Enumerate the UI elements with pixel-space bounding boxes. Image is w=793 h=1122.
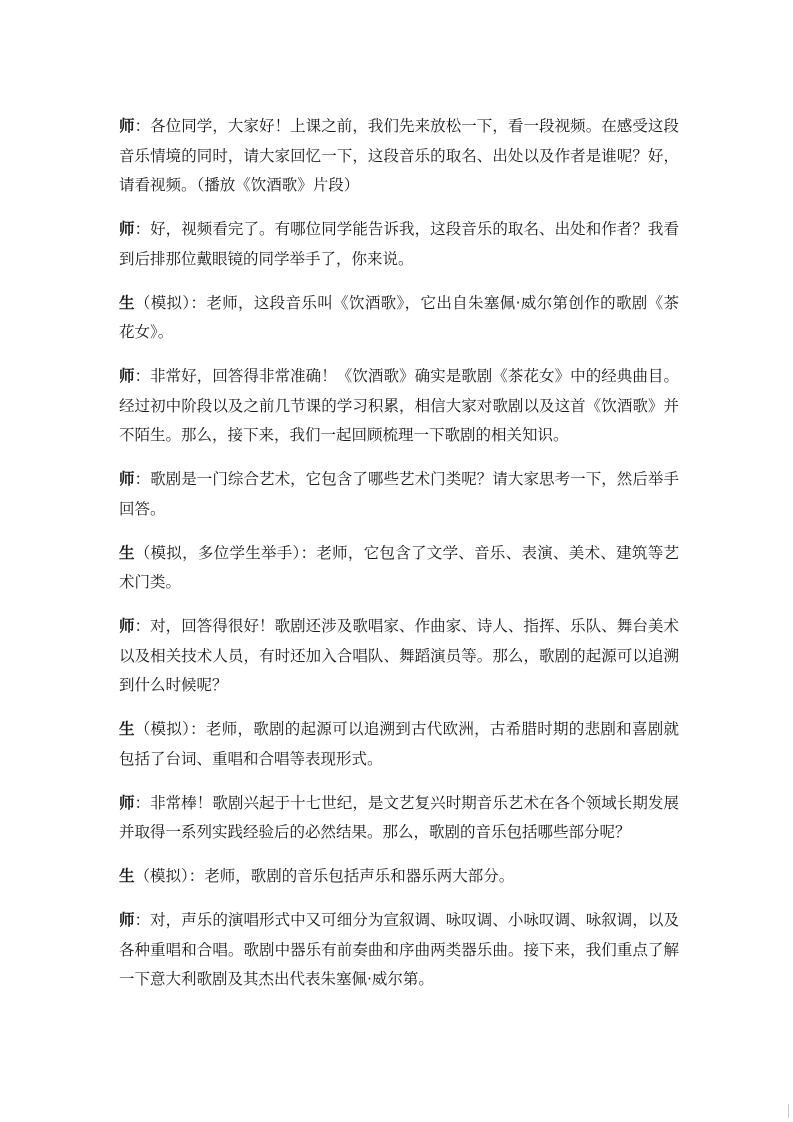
dialogue-text: （模拟）：老师，这段音乐叫《饮酒歌》，它出自朱塞佩·威尔第创作的歌剧《茶花女》。 <box>119 293 679 341</box>
speaker-label: 师 <box>119 470 135 488</box>
dialogue-paragraph <box>119 715 679 774</box>
dialogue-text: （模拟）：老师，歌剧的音乐包括声乐和器乐两大部分。 <box>134 867 515 885</box>
speaker-label: 师 <box>119 117 135 135</box>
dialogue-text: ：各位同学，大家好！上课之前，我们先来放松一下，看一段视频。在感受这段音乐情境的同时，请大家回忆一下，这段音乐的取名、出处以及作者是谁呢？好，请看视频。（播放《饮酒歌》片段） <box>119 117 679 194</box>
speaker-label: 师 <box>119 220 135 238</box>
speaker-label: 师 <box>119 617 135 635</box>
speaker-label: 师 <box>119 793 135 812</box>
dialogue-paragraph <box>119 289 679 348</box>
dialogue-text: （模拟）：老师，歌剧的起源可以追溯到古代欧洲，古希腊时期的悲剧和喜剧就包括了台词、重唱和合唱等表现形式。 <box>119 720 679 768</box>
dialogue-text: ：非常好，回答得非常准确！《饮酒歌》确实是歌剧《茶花女》中的经典曲目。经过初中阶段以及之前几节课的学习积累，相信大家对歌剧以及这首《饮酒歌》并不陌生。那么，接下来，我们一起回顾梳理一下歌剧的相关知识。 <box>119 367 679 444</box>
dialogue-text: ：非常棒！歌剧兴起于十七世纪，是文艺复兴时期音乐艺术在各个领域长期发展并取得一系列实践经验后的必然结果。那么，歌剧的音乐包括哪些部分呢？ <box>119 793 679 841</box>
speaker-label: 生 <box>119 543 135 562</box>
dialogue-paragraph <box>119 362 679 451</box>
dialogue-text: （模拟，多位学生举手）：老师，它包含了文学、音乐、表演、美术、建筑等艺术门类。 <box>119 543 679 591</box>
speaker-label: 生 <box>119 293 135 312</box>
dialogue-paragraph <box>119 112 679 201</box>
dialogue-text: ：好，视频看完了。有哪位同学能告诉我，这段音乐的取名、出处和作者？我看到后排那位戴眼镜的同学举手了，你来说。 <box>119 220 679 268</box>
dialogue-paragraph <box>119 612 679 701</box>
speaker-label: 师 <box>119 367 135 385</box>
page-edge-mark <box>788 1104 789 1118</box>
dialogue-paragraph <box>119 906 679 995</box>
speaker-label: 生 <box>119 720 135 738</box>
dialogue-text: ：对，回答得很好！歌剧还涉及歌唱家、作曲家、诗人、指挥、乐队、舞台美术以及相关技术人员，有时还加入合唱队、舞蹈演员等。那么，歌剧的起源可以追溯到什么时候呢？ <box>119 617 679 694</box>
dialogue-text: ：歌剧是一门综合艺术，它包含了哪些艺术门类呢？请大家思考一下，然后举手回答。 <box>119 470 679 518</box>
document-body <box>119 112 679 1009</box>
dialogue-text: ：对，声乐的演唱形式中又可细分为宣叙调、咏叹调、小咏叹调、咏叙调，以及各种重唱和合唱。歌剧中器乐有前奏曲和序曲两类器乐曲。接下来，我们重点了解一下意大利歌剧及其杰出代表朱塞佩·威尔第。 <box>119 911 679 988</box>
speaker-label: 生 <box>119 867 135 885</box>
dialogue-paragraph <box>119 789 679 848</box>
dialogue-paragraph <box>119 539 679 598</box>
dialogue-paragraph <box>119 465 679 524</box>
dialogue-paragraph <box>119 215 679 274</box>
dialogue-paragraph <box>119 862 679 892</box>
speaker-label: 师 <box>119 911 135 929</box>
